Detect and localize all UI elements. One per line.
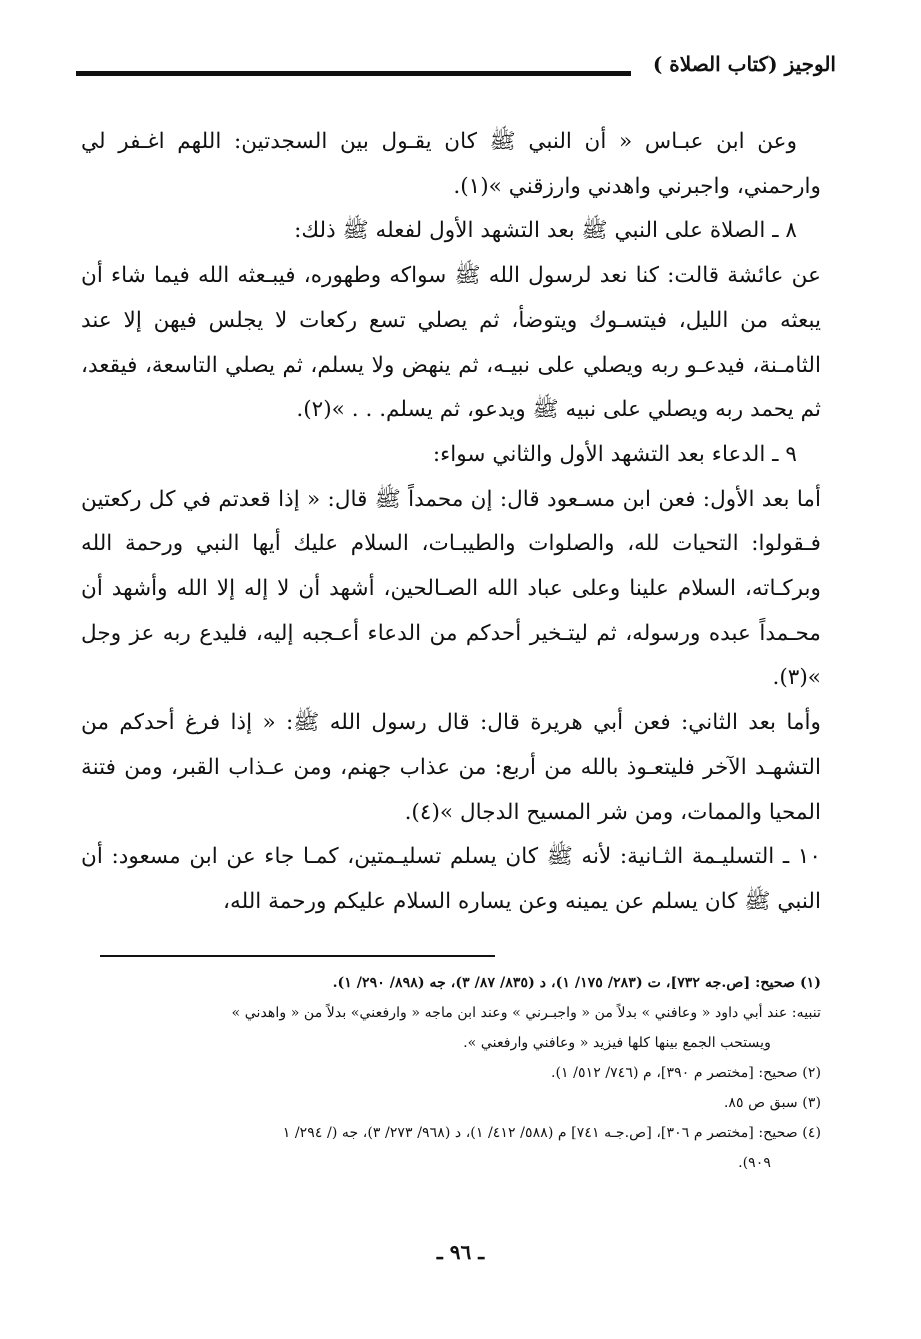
paragraph-ibn-abbas: وعن ابن عبـاس « أن النبي ﷺ كان يقـول بين السجدتين: اللهم اغـفر لي وارحمني، واجبرني واهدني وارزقني »(١). bbox=[81, 129, 821, 199]
paragraph-abu-hurayra: وأما بعد الثاني: فعن أبي هريرة قال: قال رسول الله ﷺ: « إذا فرغ أحدكم من التشهـد الآخر فليتعـوذ بالله من أربع: من عذاب جهنم، ومن عـذاب القبر، ومن فتنة المحيا والممات، ومن شر المسيح الدجال »(٤). bbox=[81, 710, 821, 825]
footnote-1-note-line-1: تنبيه: عند أبي داود « وعافني » بدلاً من « واجبـرني » وعند ابن ماجه « وارفعني» بدلاً من « واهدني » bbox=[231, 1005, 821, 1021]
main-text bbox=[81, 120, 821, 925]
header-title: الوجيز (كتاب الصلاة ) bbox=[652, 52, 836, 76]
footnote-2: (٢) صحيح: [مختصر م ٣٩٠]، م (٧٤٦/ ٥١٢/ ١). bbox=[550, 1065, 821, 1081]
paragraph-aisha: عن عائشة قالت: كنا نعد لرسول الله ﷺ سواكه وطهوره، فيبـعثه الله فيما شاء أن يبعثه من الليل، فيتسـوك ويتوضأ، ثم يصلي تسع ركعات لا يجلس فيهن إلا عند الثامـنة، فيدعـو ربه ويصلي على نبيـه، ثم ينهض ولا يسلم، ثم يصلي التاسعة، فيقعد، ثم يحمد ربه ويصلي على نبيه ﷺ ويدعو، ثم يسلم. . . »(٢). bbox=[81, 263, 821, 423]
section-heading-10: ١٠ ـ التسليـمة الثـانية: لأنه ﷺ كان يسلم تسليـمتين، كمـا جاء عن ابن مسعود: أن النبي ﷺ كان يسلم عن يمينه وعن يساره السلام عليكم ورحمة الله، bbox=[81, 844, 821, 914]
running-header bbox=[76, 52, 836, 84]
footnote-separator bbox=[100, 955, 495, 957]
page-number: ـ ٩٦ ـ bbox=[436, 1240, 485, 1264]
footnotes bbox=[81, 968, 821, 1178]
footnote-4-continuation: ٩٠٩). bbox=[738, 1155, 771, 1171]
section-heading-9: ٩ ـ الدعاء بعد التشهد الأول والثاني سواء: bbox=[432, 441, 797, 467]
section-heading-8: ٨ ـ الصلاة على النبي ﷺ بعد التشهد الأول لفعله ﷺ ذلك: bbox=[294, 218, 797, 244]
paragraph-ibn-masud: أما بعد الأول: فعن ابن مسـعود قال: إن محمداً ﷺ قال: « إذا قعدتم في كل ركعتين فـقولوا: التحيات لله، والصلوات والطيبـات، السلام عليك أيها النبي ورحمة الله وبركـاته، السلام علينا وعلى عباد الله الصـالحين، أشهد أن لا إله إلا الله وأشهد أن محـمداً عبده ورسوله، ثم ليتـخير أحدكم من الدعاء أعـجبه إليه، فليدع ربه عز وجل »(٣). bbox=[81, 486, 821, 691]
footnote-3: (٣) سبق ص ٨٥. bbox=[723, 1095, 821, 1111]
footnote-4: (٤) صحيح: [مختصر م ٣٠٦]، [ص.جـه ٧٤١] م (٥٨٨/ ٤١٢/ ١)، د (٩٦٨/ ٢٧٣/ ٣)، جه (/ ٢٩٤/ ١ bbox=[282, 1125, 821, 1141]
footnote-1: (١) صحيح: [ص.جه ٧٣٢]، ت (٢٨٣/ ١٧٥/ ١)، د (٨٣٥/ ٨٧/ ٣)، جه (٨٩٨/ ٢٩٠/ ١). bbox=[332, 975, 821, 991]
footnote-1-note-line-2: ويستحب الجمع بينها كلها فيزيد « وعافني وارفعني ». bbox=[463, 1035, 771, 1051]
header-rule bbox=[76, 71, 631, 76]
